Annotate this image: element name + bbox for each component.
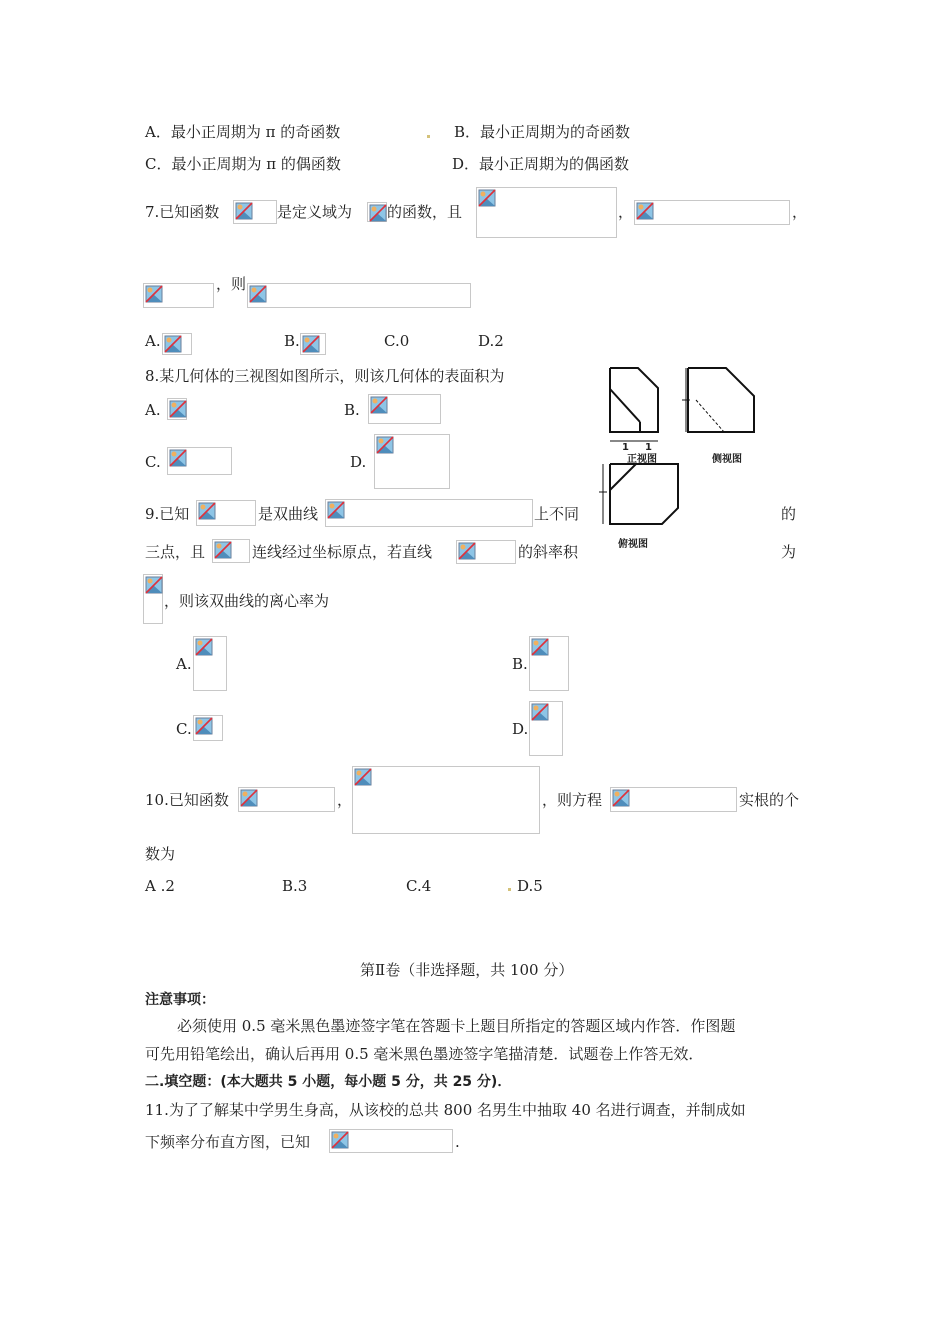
- formula-image: [196, 500, 256, 526]
- q9-option-d: D.: [512, 720, 529, 738]
- q7-text-1: 7.已知函数: [145, 203, 220, 221]
- q9-text-7: 的斜率积: [518, 543, 579, 561]
- formula-image: [325, 499, 533, 527]
- notice-heading: 注意事项：: [145, 992, 215, 1008]
- q7-option-d: D.2: [478, 332, 504, 350]
- formula-image: [143, 574, 163, 624]
- formula-image: [212, 539, 250, 563]
- q9-text-5: 三点，且: [145, 543, 206, 561]
- q9-option-c: C.: [176, 720, 192, 738]
- q7-comma-1: ，: [618, 203, 634, 221]
- q8-option-a: A.: [145, 401, 161, 419]
- formula-image: [374, 434, 450, 489]
- q6-option-a: A．最小正周期为 π 的奇函数: [145, 123, 341, 141]
- q10-option-a: A .2: [145, 877, 175, 895]
- q9-option-b: B.: [512, 655, 528, 673]
- formula-image: [143, 283, 214, 308]
- stray-mark: [427, 135, 430, 138]
- formula-image: [300, 333, 326, 355]
- formula-image: [456, 540, 516, 564]
- stray-mark: [508, 888, 511, 891]
- formula-image: [634, 200, 790, 225]
- q10-option-c: C.4: [406, 877, 432, 895]
- three-view-figure: [596, 362, 776, 552]
- q9-text-2: 是双曲线: [258, 505, 319, 523]
- q10-option-b: B.3: [282, 877, 308, 895]
- tick-label: 1: [622, 442, 629, 453]
- formula-image: [476, 187, 617, 238]
- q7-option-a: A.: [145, 332, 161, 350]
- q10-text-3: 实根的个: [739, 791, 800, 809]
- q7-comma-2: ，: [792, 203, 808, 221]
- q6-option-c: C．最小正周期为 π 的偶函数: [145, 155, 341, 173]
- q9-option-a: A.: [176, 655, 192, 673]
- formula-image: [352, 766, 540, 834]
- side-view-label: 侧视图: [712, 454, 742, 465]
- notice-line-1: 必须使用 0.5 毫米黑色墨迹签字笔在答题卡上题目所指定的答题区域内作答．作图题: [177, 1017, 736, 1035]
- formula-image: [329, 1129, 453, 1153]
- formula-image: [529, 701, 563, 756]
- formula-image: [167, 447, 232, 475]
- formula-image: [162, 333, 192, 355]
- q9-text-6: 连线经过坐标原点，若直线: [252, 543, 433, 561]
- q10-text-1: 10.已知函数: [145, 791, 229, 809]
- q7-option-b: B.: [284, 332, 300, 350]
- part2-title: 第Ⅱ卷（非选择题，共 100 分）: [360, 961, 574, 979]
- front-view-label: 正视图: [627, 454, 657, 465]
- q6-option-b: B．最小正周期为的奇函数: [454, 123, 631, 141]
- q8-option-d: D.: [350, 453, 367, 471]
- q10-text-4: 数为: [145, 845, 176, 863]
- q9-text-4: 的: [781, 505, 797, 523]
- formula-image: [610, 787, 737, 812]
- q7-then: ，则: [216, 275, 247, 293]
- q10-text-2: ，则方程: [542, 791, 603, 809]
- q7-option-c: C.0: [384, 332, 410, 350]
- q7-text-3: 的函数，且: [387, 203, 463, 221]
- q10-comma: ，: [337, 791, 353, 809]
- q8-stem: 8.某几何体的三视图如图所示，则该几何体的表面积为: [145, 367, 505, 385]
- section-2-heading: 二.填空题：(本大题共 5 小题，每小题 5 分，共 25 分)．: [145, 1074, 512, 1090]
- formula-image: [368, 394, 441, 424]
- formula-image: [193, 636, 227, 691]
- q9-text-9: ，则该双曲线的离心率为: [164, 592, 330, 610]
- q11-line-1: 11.为了了解某中学男生身高，从该校的总共 800 名男生中抽取 40 名进行调查，并制成如: [145, 1101, 746, 1119]
- q9-text-3: 上不同: [534, 505, 580, 523]
- formula-image: [367, 202, 387, 222]
- q10-option-d: D.5: [517, 877, 543, 895]
- q8-option-b: B.: [344, 401, 360, 419]
- notice-line-2: 可先用铅笔绘出，确认后再用 0.5 毫米黑色墨迹签字笔描清楚．试题卷上作答无效．: [145, 1045, 704, 1063]
- q9-text-1: 9.已知: [145, 505, 190, 523]
- q8-option-c: C.: [145, 453, 161, 471]
- formula-image: [193, 715, 223, 741]
- q11-period: .: [455, 1133, 460, 1151]
- q9-text-8: 为: [781, 543, 797, 561]
- formula-image: [247, 283, 471, 308]
- top-view-label: 俯视图: [618, 539, 648, 550]
- tick-label: 1: [645, 442, 652, 453]
- q6-option-d: D．最小正周期为的偶函数: [452, 155, 630, 173]
- formula-image: [238, 787, 335, 812]
- q11-line-2: 下频率分布直方图，已知: [145, 1133, 311, 1151]
- formula-image: [529, 636, 569, 691]
- q7-text-2: 是定义域为: [277, 203, 353, 221]
- formula-image: [233, 200, 277, 224]
- formula-image: [167, 398, 187, 420]
